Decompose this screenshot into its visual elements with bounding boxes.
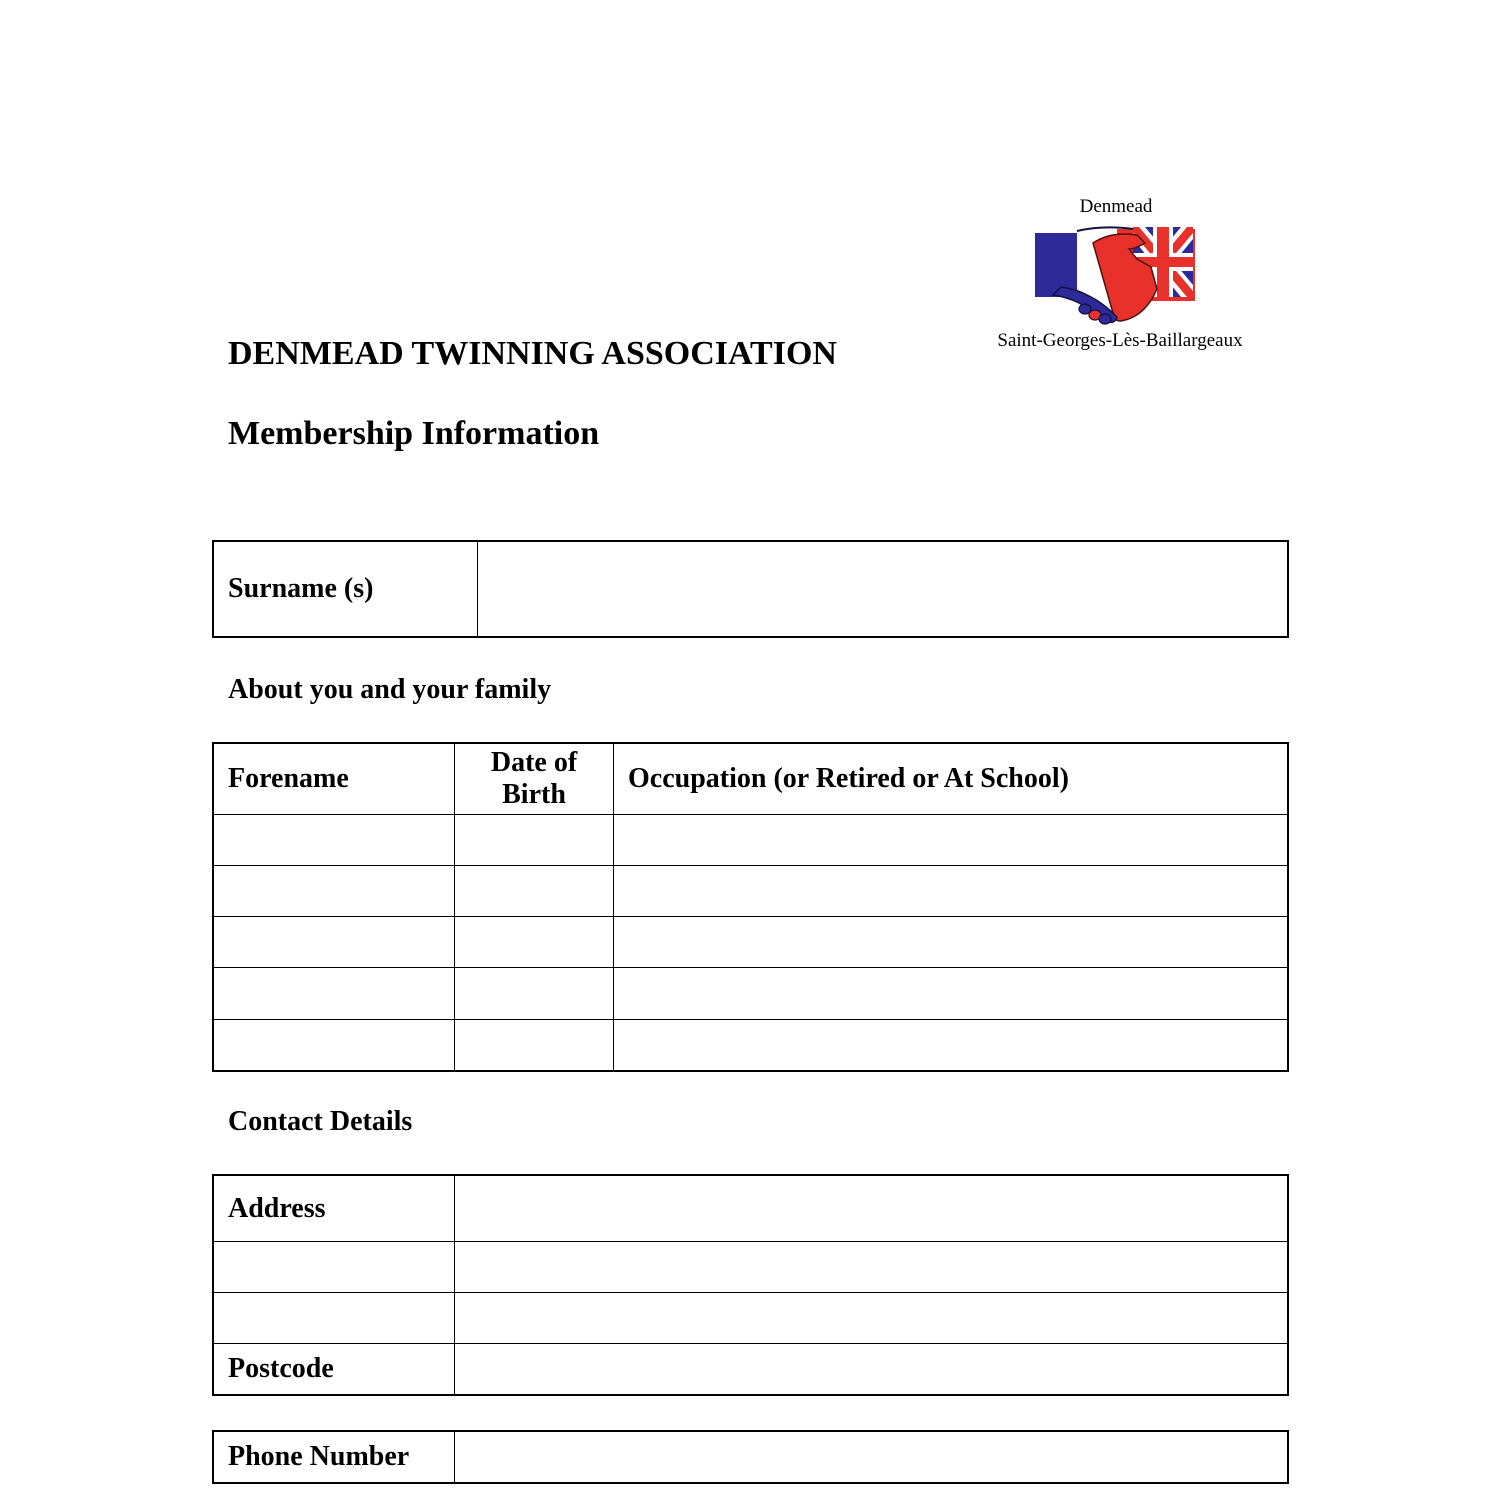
dob-line-2: Birth	[502, 779, 566, 810]
dob-field[interactable]	[455, 866, 614, 917]
column-header-dob	[455, 744, 614, 815]
surname-label: Surname (s)	[214, 542, 478, 637]
logo-top-text: Denmead	[1079, 196, 1153, 217]
address-line-2-field[interactable]	[455, 1242, 1288, 1293]
address-table	[213, 1175, 1288, 1395]
table-row	[214, 815, 1288, 866]
logo-bottom-text: Saint-Georges-Lès-Baillargeaux	[997, 330, 1243, 351]
page-subtitle: Membership Information	[228, 415, 600, 452]
table-row	[214, 968, 1288, 1020]
address-row	[214, 1176, 1288, 1242]
occupation-field[interactable]	[614, 815, 1288, 866]
phone-row	[214, 1432, 1288, 1483]
address-line-3-field[interactable]	[455, 1293, 1288, 1344]
forename-field[interactable]	[214, 1020, 455, 1071]
occupation-field[interactable]	[614, 968, 1288, 1020]
dob-field[interactable]	[455, 1020, 614, 1071]
contact-section-heading: Contact Details	[228, 1106, 413, 1137]
family-table	[213, 743, 1288, 1071]
column-header-occupation: Occupation (or Retired or At School)	[614, 744, 1288, 815]
postcode-label: Postcode	[214, 1344, 455, 1395]
surname-table	[213, 541, 1288, 637]
family-section-heading: About you and your family	[228, 674, 552, 705]
forename-field[interactable]	[214, 968, 455, 1020]
postcode-row	[214, 1344, 1288, 1395]
forename-field[interactable]	[214, 866, 455, 917]
address-row	[214, 1293, 1288, 1344]
surname-row	[214, 542, 1288, 637]
table-row	[214, 866, 1288, 917]
column-header-forename: Forename	[214, 744, 455, 815]
forename-field[interactable]	[214, 815, 455, 866]
occupation-field[interactable]	[614, 917, 1288, 968]
address-line-1-field[interactable]	[455, 1176, 1288, 1242]
forename-field[interactable]	[214, 917, 455, 968]
association-logo	[985, 195, 1255, 360]
phone-field[interactable]	[455, 1432, 1288, 1483]
phone-table	[213, 1431, 1288, 1483]
phone-label: Phone Number	[214, 1432, 455, 1483]
address-label-blank	[214, 1293, 455, 1344]
family-header-row	[214, 744, 1288, 815]
dob-field[interactable]	[455, 815, 614, 866]
surname-field[interactable]	[478, 542, 1288, 637]
page-title: DENMEAD TWINNING ASSOCIATION	[228, 335, 837, 372]
address-label-blank	[214, 1242, 455, 1293]
occupation-field[interactable]	[614, 866, 1288, 917]
postcode-field[interactable]	[455, 1344, 1288, 1395]
address-label: Address	[214, 1176, 455, 1242]
table-row	[214, 1020, 1288, 1071]
dob-field[interactable]	[455, 968, 614, 1020]
dob-line-1: Date of	[490, 747, 578, 778]
occupation-field[interactable]	[614, 1020, 1288, 1071]
dob-field[interactable]	[455, 917, 614, 968]
address-row	[214, 1242, 1288, 1293]
table-row	[214, 917, 1288, 968]
handshake-flags-icon	[1033, 225, 1195, 327]
